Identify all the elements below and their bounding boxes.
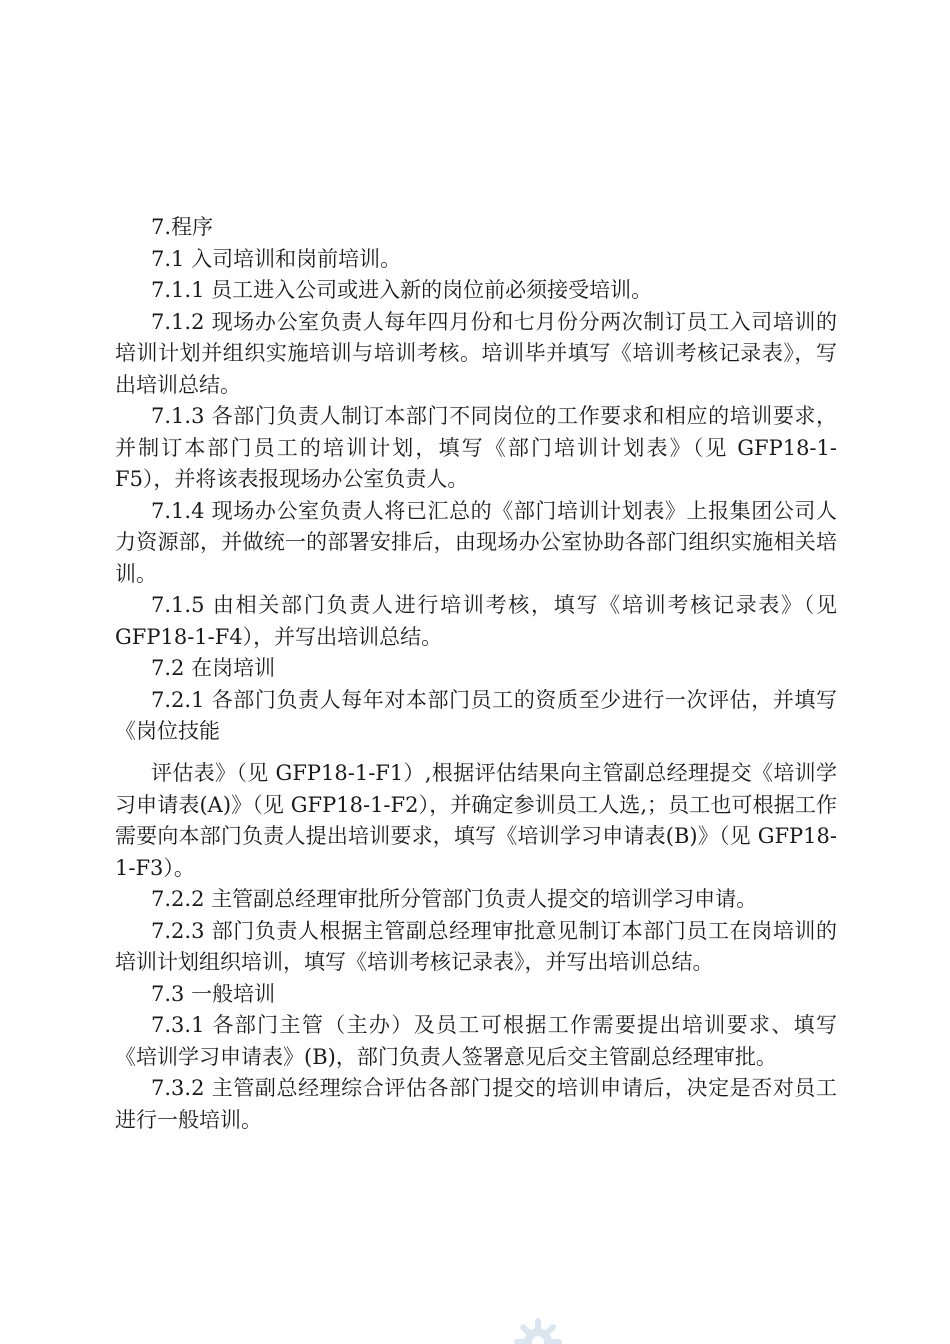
- section-7-3-title: 7.3 一般培训: [151, 981, 276, 1006]
- paragraph-7-2-2: 7.2.2 主管副总经理审批所分管部门负责人提交的培训学习申请。: [151, 887, 758, 911]
- watermark-logo-icon: [508, 1312, 568, 1344]
- paragraph-7-1-2: 7.1.2 现场办公室负责人每年四月份和七月份分两次制订员工入司培训的培训计划并组织实施培训与培训考核。培训毕并填写《培训考核记录表》，写出培训总结。: [115, 309, 837, 397]
- heading-procedure: 7.程序: [151, 215, 214, 239]
- paragraph-7-3-2: 7.3.2 主管副总经理综合评估各部门提交的培训申请后，决定是否对员工进行一般培训。: [115, 1076, 837, 1132]
- paragraph-7-3-1: 7.3.1 各部门主管（主办）及员工可根据工作需要提出培训要求、填写《培训学习申请表》(B)，部门负责人签署意见后交主管副总经理审批。: [115, 1013, 837, 1069]
- section-7-1-title: 7.1 入司培训和岗前培训。: [151, 246, 402, 271]
- text-block-upper: [115, 212, 837, 748]
- paragraph-7-2-3: 7.2.3 部门负责人根据主管副总经理审批意见制订本部门员工在岗培训的培训计划组织培训，填写《培训考核记录表》，并写出培训总结。: [115, 918, 837, 974]
- paragraph-7-1-3: 7.1.3 各部门负责人制订本部门不同岗位的工作要求和相应的培训要求，并制订本部门员工的培训计划，填写《部门培训计划表》（见 GFP18-1-F5），并将该表报现场办公室负责人。: [115, 404, 837, 491]
- paragraph-7-1-5: 7.1.5 由相关部门负责人进行培训考核，填写《培训考核记录表》（见 GFP18-1-F4），并写出培训总结。: [115, 593, 837, 649]
- paragraph-7-1-4: 7.1.4 现场办公室负责人将已汇总的《部门培训计划表》上报集团公司人力资源部，并做统一的部署安排后，由现场办公室协助各部门组织实施相关培训。: [115, 498, 837, 586]
- section-7-2-title: 7.2 在岗培训: [151, 656, 276, 680]
- text-block-lower: [115, 758, 837, 1136]
- paragraph-7-2-1-start: 7.2.1 各部门负责人每年对本部门员工的资质至少进行一次评估，并填写《岗位技能: [115, 687, 837, 743]
- paragraph-7-2-1-continued: 评估表》（见 GFP18-1-F1）,根据评估结果向主管副总经理提交《培训学习申请表(A)》（见 GFP18-1-F2），并确定参训员工人选,；员工也可根据工作需要向本部门负责人提出培训要求，填写《培训学习申请表(B)》（见 GFP18-1-F3）。: [115, 761, 837, 880]
- paragraph-7-1-1: 7.1.1 员工进入公司或进入新的岗位前必须接受培训。: [151, 278, 653, 302]
